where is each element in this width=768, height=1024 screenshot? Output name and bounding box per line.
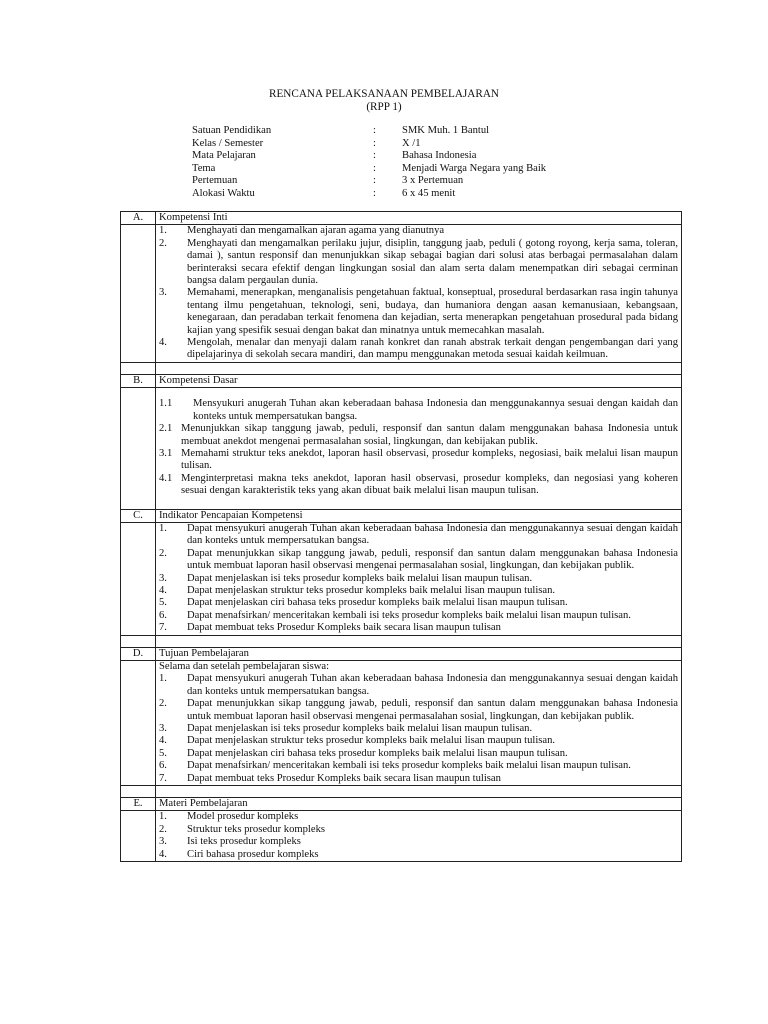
item-number: 6. — [159, 609, 167, 621]
spacer-row — [121, 635, 682, 647]
list-item — [159, 760, 678, 772]
list-item — [159, 585, 678, 597]
list-item — [159, 849, 678, 861]
section-body — [156, 661, 682, 786]
list-item — [159, 398, 678, 423]
item-number: 1. — [159, 522, 167, 534]
list-item — [159, 597, 678, 609]
item-text: Dapat menjelaskan isi teks prosedur kompleks baik melalui lisan maupun tulisan. — [187, 723, 533, 735]
letter-cell — [121, 522, 156, 635]
item-number: 3. — [159, 723, 167, 735]
item-text: Dapat menunjukkan sikap tanggung jawab, peduli, responsif dan santun dalam menggunakan bahasa Indonesia untuk membuat laporan hasil observasi mengenai permasalahan sosial, lingkungan, dan kebijakan publik. — [187, 547, 678, 572]
section-body-row — [121, 661, 682, 786]
list-item — [159, 735, 678, 747]
empty-cell — [156, 362, 682, 374]
empty-cell — [156, 635, 682, 647]
item-text: Memahami, menerapkan, menganalisis pengetahuan faktual, konseptual, prosedural berdasarkan rasa ingin tahunya tentang ilmu pengetahuan, teknologi, seni, budaya, dan humaniora dengan aasan kemanusiaan, kebangsaan, kenegaraan, dan peradaban terkait fenomena dan kejadian, serta menerapkan pengetahuan prosedural pada bidang kajian yang spesifik sesuai dengan bakat dan minatnya untuk memecahkan masalah. — [187, 287, 678, 336]
meta-value: 6 x 45 menit — [402, 187, 456, 199]
list-item — [159, 811, 678, 823]
item-text: Menghayati dan mengamalkan ajaran agama yang dianutnya — [187, 225, 445, 237]
list-item — [159, 622, 678, 634]
item-number: 5. — [159, 597, 167, 609]
meta-row — [192, 150, 546, 163]
item-text: Dapat menafsirkan/ menceritakan kembali isi teks prosedur kompleks baik melalui lisan maupun tulisan. — [187, 760, 631, 772]
item-text: Mengolah, menalar dan menyaji dalam ranah konkret dan ranah abstrak terkait dengan pengembangan dari yang dipelajarinya di sekolah secara mandiri, dan mampu menggunakan metoda sesuai kaidah keilmuan. — [187, 337, 678, 361]
letter-cell — [121, 225, 156, 362]
item-text: Dapat menunjukkan sikap tanggung jawab, peduli, responsif dan santun dalam menggunakan bahasa Indonesia untuk membuat laporan hasil observasi mengenai permasalahan sosial, lingkungan, dan kebijakan publik. — [187, 698, 678, 722]
list-item — [159, 337, 678, 362]
spacer-row — [121, 786, 682, 798]
item-number: 1.1 — [159, 398, 173, 410]
letter-cell — [121, 362, 156, 374]
section-letter: E. — [121, 798, 156, 811]
spacer-row — [121, 362, 682, 374]
item-number: 4. — [159, 735, 167, 747]
item-number: 1. — [159, 673, 167, 685]
item-text: Dapat menjelaskan struktur teks prosedur kompleks baik melalui lisan maupun tulisan. — [187, 735, 556, 747]
list-item — [159, 824, 678, 836]
section-header-row — [121, 212, 682, 225]
item-text: Menginterpretasi makna teks anekdot, laporan hasil observasi, prosedur kompleks, dan negosiasi yang koheren sesuai dengan karakteristik teks yang akan dibuat baik melalui lisan maupun tulisan. — [181, 472, 678, 497]
item-text: Dapat menjelaskan isi teks prosedur kompleks baik melalui lisan maupun tulisan. — [187, 572, 533, 584]
meta-colon: : — [373, 137, 376, 149]
item-text: Dapat mensyukuri anugerah Tuhan akan keberadaan bahasa Indonesia dan menggunakannya sesuai dengan kaidah dan konteks untuk mempersatukan bangsa. — [187, 522, 678, 547]
item-text: Menunjukkan sikap tanggung jawab, peduli, responsif dan santun dalam menggunakan bahasa Indonesia untuk membuat anekdot mengenai permasalahan sosial, lingkungan, dan kebijakan publik. — [181, 423, 678, 447]
item-number: 1. — [159, 225, 167, 237]
section-header-row — [121, 647, 682, 660]
meta-label: Satuan Pendidikan — [192, 125, 272, 136]
meta-row — [192, 188, 546, 201]
meta-value: Menjadi Warga Negara yang Baik — [402, 162, 547, 174]
item-number: 7. — [159, 622, 167, 634]
empty-cell — [156, 786, 682, 798]
meta-label: Mata Pelajaran — [192, 150, 256, 161]
list-item — [159, 610, 678, 622]
list-item — [159, 287, 678, 337]
item-number: 2.1 — [159, 423, 173, 435]
section-body — [156, 388, 682, 509]
document-subtitle: (RPP 1) — [366, 101, 402, 113]
item-number: 3. — [159, 572, 167, 584]
item-number: 4. — [159, 337, 167, 349]
item-text: Isi teks prosedur kompleks — [187, 836, 301, 848]
item-text: Dapat membuat teks Prosedur Kompleks baik secara lisan maupun tulisan — [187, 772, 501, 784]
item-text: Dapat menafsirkan/ menceritakan kembali isi teks prosedur kompleks baik melalui lisan maupun tulisan. — [187, 609, 631, 621]
item-text: Model prosedur kompleks — [187, 811, 299, 823]
meta-colon: : — [373, 162, 376, 174]
meta-value: 3 x Pertemuan — [402, 175, 464, 186]
document-title: RENCANA PELAKSANAAN PEMBELAJARAN — [269, 88, 499, 100]
section-body-row — [121, 225, 682, 362]
item-number: 3.1 — [159, 447, 173, 459]
item-number: 4.1 — [159, 472, 173, 484]
meta-colon: : — [373, 187, 376, 199]
meta-row — [192, 175, 546, 188]
meta-colon: : — [373, 125, 376, 136]
section-letter: B. — [121, 374, 156, 387]
section-body — [156, 522, 682, 635]
section-title: Kompetensi Dasar — [156, 374, 682, 387]
section-title: Kompetensi Inti — [156, 212, 682, 225]
section-body-row — [121, 522, 682, 635]
item-number: 3. — [159, 836, 167, 848]
meta-row — [192, 138, 546, 151]
section-letter: C. — [121, 509, 156, 522]
letter-cell — [121, 635, 156, 647]
section-body-row — [121, 388, 682, 509]
rpp-table — [120, 211, 682, 862]
item-number: 2. — [159, 823, 167, 835]
section-header-row — [121, 798, 682, 811]
item-text: Dapat membuat teks Prosedur Kompleks baik secara lisan maupun tulisan — [187, 622, 501, 634]
item-text: Struktur teks prosedur kompleks — [187, 823, 325, 835]
item-text: Dapat mensyukuri anugerah Tuhan akan keberadaan bahasa Indonesia dan menggunakannya sesuai dengan kaidah dan konteks untuk mempersatukan bangsa. — [187, 673, 678, 697]
item-number: 7. — [159, 772, 167, 784]
meta-row — [192, 125, 546, 138]
list-item — [159, 723, 678, 735]
letter-cell — [121, 811, 156, 862]
list-item — [159, 238, 678, 288]
letter-cell — [121, 388, 156, 509]
item-number: 5. — [159, 747, 167, 759]
section-title: Tujuan Pembelajaran — [156, 647, 682, 660]
section-letter: A. — [121, 212, 156, 225]
list-item — [159, 473, 678, 498]
meta-value: Bahasa Indonesia — [402, 150, 477, 161]
item-text: Dapat menjelaskan ciri bahasa teks prosedur kompleks baik melalui lisan maupun tulisan. — [187, 597, 568, 609]
item-text: Ciri bahasa prosedur kompleks — [187, 848, 319, 860]
item-number: 1. — [159, 811, 167, 823]
meta-label: Kelas / Semester — [192, 137, 264, 149]
meta-value: X /1 — [402, 137, 421, 149]
item-text: Dapat menjelaskan struktur teks prosedur kompleks baik melalui lisan maupun tulisan. — [187, 584, 556, 596]
section-title: Materi Pembelajaran — [156, 798, 682, 811]
section-body — [156, 811, 682, 862]
section-body — [156, 225, 682, 362]
list-item — [159, 423, 678, 448]
letter-cell — [121, 661, 156, 786]
item-text: Memahami struktur teks anekdot, laporan hasil observasi, prosedur kompleks, negosiasi, baik melalui lisan maupun tulisan. — [181, 447, 678, 472]
item-number: 6. — [159, 760, 167, 772]
section-header-row — [121, 509, 682, 522]
meta-colon: : — [373, 175, 376, 186]
section-title: Indikator Pencapaian Kompetensi — [156, 509, 682, 522]
section-header-row — [121, 374, 682, 387]
identity-block — [192, 125, 546, 200]
item-text: Mensyukuri anugerah Tuhan akan keberadaan bahasa Indonesia dan menggunakannya sesuai dengan kaidah dan konteks untuk mempersatukan bangsa. — [193, 398, 678, 422]
meta-row — [192, 163, 546, 176]
list-item — [159, 773, 678, 785]
item-number: 4. — [159, 848, 167, 860]
list-item — [159, 673, 678, 698]
meta-label: Pertemuan — [192, 175, 238, 186]
item-text: Menghayati dan mengamalkan perilaku jujur, disiplin, tanggung jaab, peduli ( gotong royong, kerja sama, toleran, damai ), santun responsif dan menunjukkan sikap sebagai bagian dari solusi atas berbagai permasalahan dalam berinteraksi secara efektif dengan lingkungan sosial dan alam serta dalam menempatkan diri sebagai cerminan bangsa dalam pergaulan dunia. — [187, 237, 678, 287]
item-number: 3. — [159, 287, 167, 299]
meta-label: Tema — [192, 162, 216, 174]
list-item — [159, 836, 678, 848]
item-number: 2. — [159, 237, 167, 249]
letter-cell — [121, 786, 156, 798]
list-item — [159, 548, 678, 573]
list-item — [159, 448, 678, 473]
section-letter: D. — [121, 647, 156, 660]
list-item — [159, 748, 678, 760]
section-intro: Selama dan setelah pembelajaran siswa: — [159, 661, 330, 672]
meta-value: SMK Muh. 1 Bantul — [402, 125, 490, 136]
list-item — [159, 698, 678, 723]
list-item — [159, 225, 678, 237]
meta-colon: : — [373, 150, 376, 161]
item-text: Dapat menjelaskan ciri bahasa teks prosedur kompleks baik melalui lisan maupun tulisan. — [187, 747, 568, 759]
item-number: 4. — [159, 584, 167, 596]
meta-label: Alokasi Waktu — [192, 187, 255, 199]
list-item — [159, 573, 678, 585]
item-number: 2. — [159, 698, 167, 710]
item-number: 2. — [159, 547, 167, 559]
section-body-row — [121, 811, 682, 862]
list-item — [159, 523, 678, 548]
